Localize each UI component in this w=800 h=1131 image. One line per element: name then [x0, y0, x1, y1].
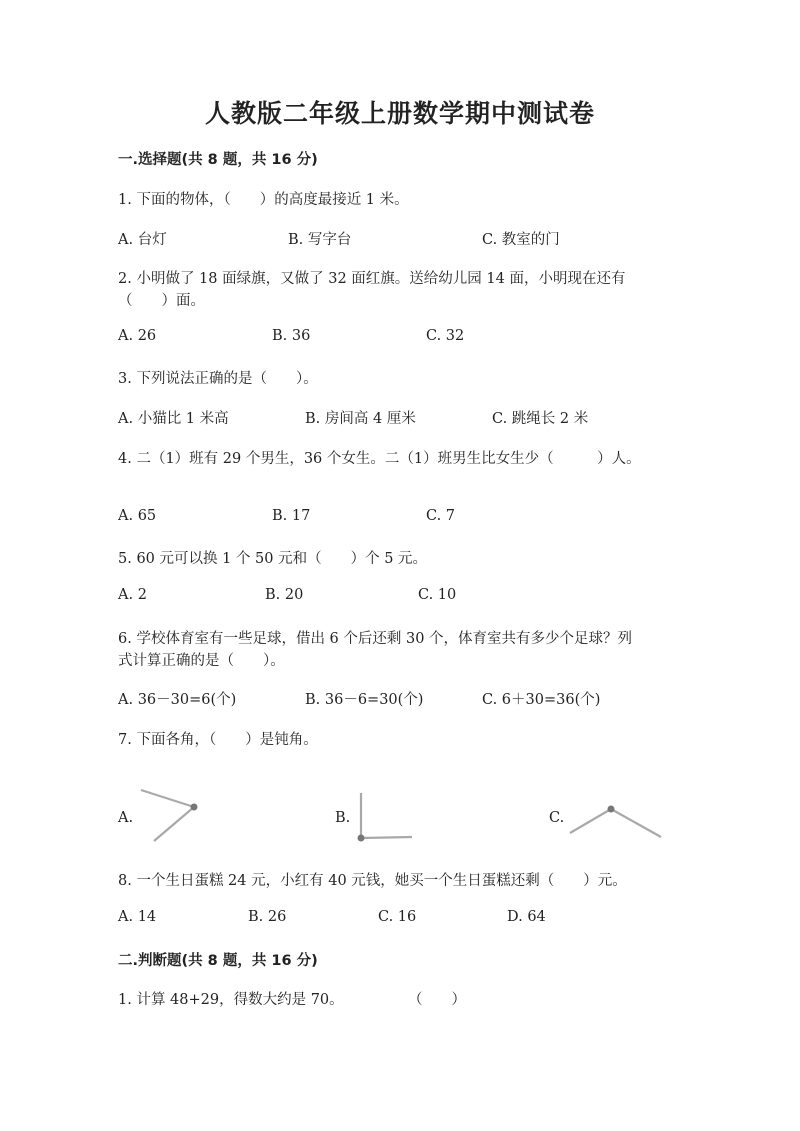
- acute-angle-figure: [138, 785, 208, 847]
- q2-option-c: C. 32: [426, 328, 465, 344]
- q7-option-c: C.: [549, 810, 565, 826]
- page-title: 人教版二年级上册数学期中测试卷: [204, 99, 595, 128]
- question-5: 5. 60 元可以换 1 个 50 元和（ ）个 5 元。: [118, 551, 428, 567]
- q2-option-b: B. 36: [272, 328, 311, 344]
- question-8: 8. 一个生日蛋糕 24 元，小红有 40 元钱，她买一个生日蛋糕还剩（ ）元。: [118, 873, 627, 889]
- q6-option-c: C. 6＋30=36(个): [482, 692, 601, 708]
- q5-option-a: A. 2: [118, 587, 147, 603]
- judgment-1: 1. 计算 48+29，得数大约是 70。: [118, 992, 344, 1008]
- question-4: 4. 二（1）班有 29 个男生，36 个女生。二（1）班男生比女生少（ ）人。: [118, 451, 641, 467]
- judgment-1-blank: （ ）: [408, 992, 466, 1008]
- q3-option-c: C. 跳绳长 2 米: [492, 411, 589, 427]
- question-7: 7. 下面各角，（ ）是钝角。: [118, 732, 318, 748]
- question-2-line-2: （ ）面。: [118, 293, 205, 309]
- q4-option-a: A. 65: [118, 508, 157, 524]
- q8-option-a: A. 14: [118, 909, 157, 925]
- q1-option-a: A. 台灯: [118, 232, 167, 248]
- q6-option-b: B. 36－6=30(个): [305, 692, 424, 708]
- q4-option-b: B. 17: [272, 508, 311, 524]
- question-6-line-1: 6. 学校体育室有一些足球，借出 6 个后还剩 30 个，体育室共有多少个足球？列: [118, 631, 633, 647]
- q5-option-c: C. 10: [418, 587, 457, 603]
- q3-option-b: B. 房间高 4 厘米: [305, 411, 416, 427]
- question-1: 1. 下面的物体，（ ）的高度最接近 1 米。: [118, 192, 409, 208]
- question-6-line-2: 式计算正确的是（ ）。: [118, 653, 285, 669]
- q1-option-b: B. 写字台: [288, 232, 352, 248]
- question-2-line-1: 2. 小明做了 18 面绿旗，又做了 32 面红旗。送给幼儿园 14 面，小明现在还有: [118, 271, 626, 287]
- q4-option-c: C. 7: [426, 508, 456, 524]
- q2-option-a: A. 26: [118, 328, 157, 344]
- section-heading-choice: 一.选择题(共 8 题，共 16 分): [118, 152, 318, 168]
- q3-option-a: A. 小猫比 1 米高: [118, 411, 229, 427]
- right-angle-figure: [352, 790, 416, 846]
- q5-option-b: B. 20: [265, 587, 304, 603]
- q8-option-c: C. 16: [378, 909, 417, 925]
- obtuse-angle-figure: [565, 800, 665, 842]
- section-heading-judgment: 二.判断题(共 8 题，共 16 分): [118, 953, 318, 969]
- question-3: 3. 下列说法正确的是（ ）。: [118, 371, 318, 387]
- q7-option-b: B.: [335, 810, 351, 826]
- q6-option-a: A. 36－30=6(个): [118, 692, 237, 708]
- q8-option-d: D. 64: [507, 909, 546, 925]
- q7-option-a: A.: [118, 810, 134, 826]
- q8-option-b: B. 26: [248, 909, 287, 925]
- q1-option-c: C. 教室的门: [482, 232, 560, 248]
